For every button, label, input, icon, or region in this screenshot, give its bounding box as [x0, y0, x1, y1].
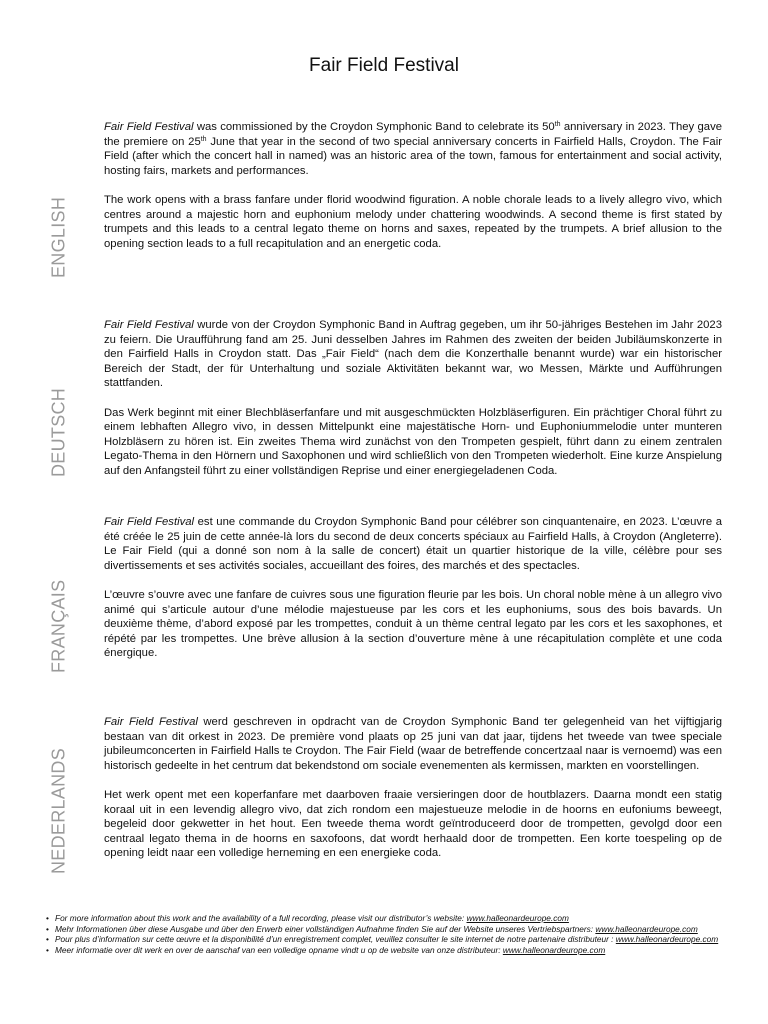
text-run: anniversary in 2023. They gave the premiere on 25	[104, 121, 722, 148]
section-language-label	[38, 118, 80, 278]
section-deutsch	[104, 318, 722, 493]
language-label-francais: FRANÇAIS	[48, 579, 69, 673]
ordinal-suffix: th	[554, 121, 561, 128]
text-run: June that year in the second of two special anniversary concerts in Fairfield Halls, Croydon. The Fair Field (after which the concert hall in named) was an historic area of the town, famous for entertainment and social activity, hosting fairs, markets and performances.	[104, 135, 722, 177]
text-run: werd geschreven in opdracht van de Croydon Symphonic Band ter gelegenheid van het vijftigjarig bestaan van dit orkest in 2023. De première vond plaats op 25 juni van dat jaar, tijdens het tweede van twee speciale jubileumconcerten in Fairfield Halls te Croydon. The Fair Field (waar de betreffende concertzaal naar is vernoemd) was een historisch gedeelte in het centrum dat bekendstond om sociale evenementen als kermissen, markten en voorstellingen.	[104, 716, 723, 772]
language-label-english: ENGLISH	[48, 196, 69, 278]
distributor-link[interactable]: www.halleonardeurope.com	[466, 913, 569, 923]
section-language-label	[38, 714, 80, 874]
distributor-link[interactable]: www.halleonardeurope.com	[502, 944, 606, 955]
paragraph-description: L’œuvre s’ouvre avec une fanfare de cuivres sous une figuration fleurie par les bois. Un choral noble mène à un allegro vivo animé qui s’articule autour d’une mélodie majestueuse par les cors et les euphoniums, sous des bois bavards. Un deuxième thème, d’abord exposé par les trompettes, conduit à un thème central legato par les cors et les saxophones, et répété par les trompettes. Une brève allusion à la section d’ouverture mène à une récapitulation complète et une coda énergique.	[104, 588, 722, 660]
section-language-label	[38, 513, 80, 673]
section-language-label	[38, 317, 80, 477]
paragraph-description: Het werk opent met een koperfanfare met daarboven fraaie versieringen door de houtblazers. Daarna mondt een statig koraal uit in een levendig allegro vivo, dat zich rondom een majestueuze melodie in de hoorns en eufoniums beweegt, begeleid door gekwetter in het hout. Een tweede thema wordt geïntroduceerd door de trompetten, gevolgd door een centraal legato thema in de hoorns en saxofoons, dat wordt herhaald door de trompetten. Een korte toespeling op de opening leidt naar een volledige herneming en een energieke coda.	[104, 788, 722, 860]
paragraph-intro	[104, 120, 722, 178]
language-label-nederlands: NEDERLANDS	[48, 747, 69, 874]
text-run: was commissioned by the Croydon Symphonic Band to celebrate its 50	[193, 121, 555, 133]
work-title: Fair Field Festival	[104, 716, 198, 728]
paragraph-intro	[104, 515, 722, 573]
ordinal-suffix: th	[200, 135, 207, 143]
language-label-deutsch: DEUTSCH	[48, 387, 69, 477]
paragraph-intro	[104, 318, 722, 391]
distributor-link[interactable]: www.halleonardeurope.com	[615, 934, 719, 945]
distributor-link[interactable]: www.halleonardeurope.com	[595, 923, 698, 934]
section-nederlands	[104, 715, 722, 876]
text-run: est une commande du Croydon Symphonic Band pour célébrer son cinquantenaire, en 2023. L’œuvre a été créée le 25 juin de cette année-là lors du second de deux concerts spéciaux au Fairfield Halls, à Croydon (Angleterre). Le Fair Field (qui a donné son nom à la salle de concert) était un quartier historique de la ville, célèbre pour ses divertissements et ses activités sociales, accueillant des foires, des marchés et des spectacles.	[104, 516, 723, 572]
footer-notes	[46, 913, 726, 955]
work-title: Fair Field Festival	[104, 121, 194, 133]
footer-note-english: • For more information about this work and the availability of a full recording, please visit our distributor’s website: www.halleonardeurope.com	[46, 913, 726, 924]
footer-note-nederlands: • Meer informatie over dit werk en over de aanschaf van een volledige opname vindt u op de website van onze distributeur: www.halleonardeurope.com	[46, 945, 726, 956]
work-title: Fair Field Festival	[104, 319, 194, 331]
section-francais	[104, 515, 722, 676]
footer-note-deutsch: • Mehr Informationen über diese Ausgabe und über den Erwerb einer vollständigen Aufnahme finden Sie auf der Website unseres Vertriebspartners: www.halleonardeurope.com	[46, 924, 726, 935]
footer-note-francais: • Pour plus d’information sur cette œuvre et la disponibilité d’un enregistrement complet, veuillez consulter le site internet de notre partenaire distributeur : www.halleonardeurope.com	[46, 934, 726, 945]
paragraph-description: The work opens with a brass fanfare under florid woodwind figuration. A noble chorale leads to a lively allegro vivo, which centres around a majestic horn and euphonium melody under chattering woodwinds. A second theme is first stated by trumpets and this leads to a central legato theme on horns and saxes, repeated by the trumpets. A brief allusion to the opening section leads to a full recapitulation and an energetic coda.	[104, 193, 722, 250]
page-title: Fair Field Festival	[309, 55, 459, 76]
paragraph-description: Das Werk beginnt mit einer Blechbläserfanfare und mit ausgeschmückten Holzbläserfiguren. Ein prächtiger Choral führt zu einem lebhaften Allegro vivo, in dessen Mittelpunkt eine majestätische Horn- und Euphoniummelodie unter munteren Holzbläsern zu hören ist. Ein zweites Thema wird zunächst von den Trompeten gespielt, führt dann zu einem zentralen Legato-Thema in den Hörnern und Saxophonen und wird schließlich von den Trompeten wiederholt. Eine kurze Anspielung auf den Anfangsteil führt zu einer vollständigen Reprise und einer energiegeladenen Coda.	[104, 406, 722, 477]
work-title: Fair Field Festival	[104, 516, 195, 528]
section-english	[104, 120, 722, 266]
paragraph-intro	[104, 715, 722, 773]
text-run: wurde von der Croydon Symphonic Band in Auftrag gegeben, um ihr 50-jähriges Bestehen im Jahr 2023 zu feiern. Die Uraufführung fand am 25. Juni desselben Jahres im Rahmen des zweiten der beiden Jubiläumskonzerte in den Fairfield Halls in Croydon statt. Das „Fair Field“ (nach dem die Konzerthalle benannt wurde) war ein historischer Bereich der Stadt, der für Unterhaltung und soziale Aktivitäten bekannt war, wo Messen, Märkte und Aufführungen stattfanden.	[104, 319, 722, 390]
